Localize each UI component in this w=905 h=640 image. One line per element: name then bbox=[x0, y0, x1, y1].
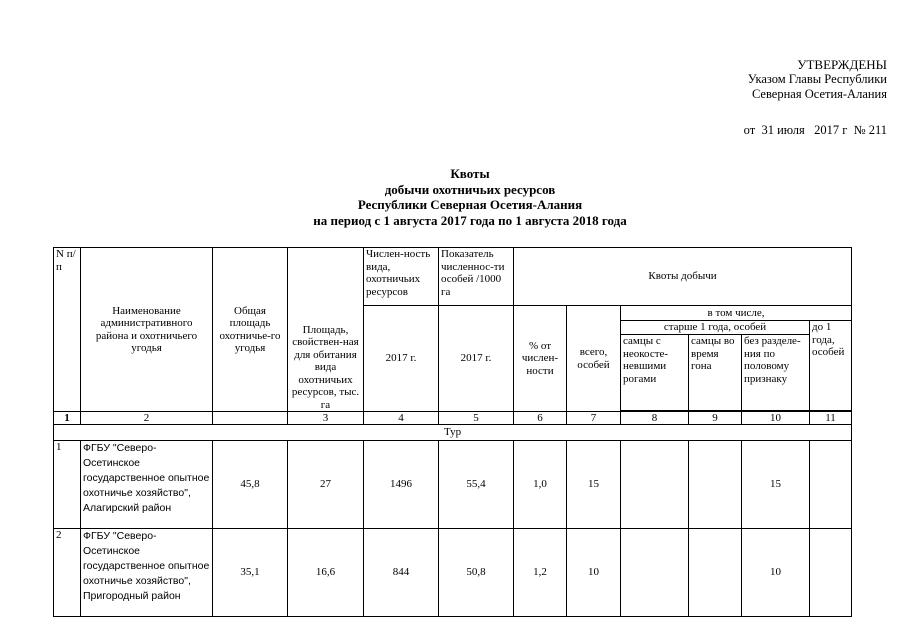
row-density: 55,4 bbox=[439, 441, 514, 529]
col-num-11: 11 bbox=[810, 412, 852, 425]
title-line-1: Квоты bbox=[450, 166, 490, 181]
row-total-area: 45,8 bbox=[213, 441, 288, 529]
col-num-2: 2 bbox=[81, 412, 213, 425]
header-males-unossified: самцы с неокосте-невшими рогами bbox=[621, 335, 689, 411]
header-older: старше 1 года, особей bbox=[621, 321, 810, 335]
row-habitat-area: 27 bbox=[288, 441, 364, 529]
document-title bbox=[0, 166, 905, 228]
header-population: Числен-ность вида, охотничьих ресурсов bbox=[364, 248, 439, 306]
header-quotas: Квоты добычи bbox=[514, 248, 852, 306]
col-num-10: 10 bbox=[742, 412, 810, 425]
header-year-population: 2017 г. bbox=[364, 306, 439, 412]
row-no-sex: 10 bbox=[742, 529, 810, 617]
row-population: 1496 bbox=[364, 441, 439, 529]
title-line-4: на период с 1 августа 2017 года по 1 августа 2018 года bbox=[313, 212, 627, 228]
header-including: в том числе, bbox=[621, 306, 852, 321]
row-total-area: 35,1 bbox=[213, 529, 288, 617]
col-num-3: 3 bbox=[288, 412, 364, 425]
species-row: Тур bbox=[54, 425, 852, 441]
row-name: ФГБУ "Северо-Осетинское государственное опытное охотничье хозяйство", Алагирский район bbox=[81, 441, 213, 529]
row-males-rut bbox=[689, 529, 742, 617]
row-males-unossified bbox=[621, 441, 689, 529]
row-percent: 1,0 bbox=[514, 441, 567, 529]
row-number: 2 bbox=[54, 529, 81, 617]
column-number-row bbox=[54, 412, 852, 425]
row-population: 844 bbox=[364, 529, 439, 617]
header-total-area: Общая площадь охотничье-го угодья bbox=[213, 248, 288, 412]
row-no-sex: 15 bbox=[742, 441, 810, 529]
row-males-unossified bbox=[621, 529, 689, 617]
row-under-1 bbox=[810, 529, 852, 617]
header-under-1: до 1 года, особей bbox=[810, 321, 852, 411]
title-line-3: Республики Северная Осетия-Алания bbox=[357, 197, 583, 212]
approval-line-2: Северная Осетия-Алания bbox=[751, 87, 887, 101]
col-num-9: 9 bbox=[689, 412, 742, 425]
title-line-2: добычи охотничьих ресурсов bbox=[384, 181, 556, 197]
header-total: всего, особей bbox=[567, 306, 621, 412]
table-row bbox=[54, 529, 852, 617]
col-num-4: 4 bbox=[364, 412, 439, 425]
header-percent: % от числен-ности bbox=[514, 306, 567, 412]
row-number: 1 bbox=[54, 441, 81, 529]
table-row bbox=[54, 441, 852, 529]
col-num-7: 7 bbox=[567, 412, 621, 425]
header-habitat-area: Площадь, свойствен-ная для обитания вида охотничьих ресурсов, тыс. га bbox=[288, 248, 364, 412]
row-habitat-area: 16,6 bbox=[288, 529, 364, 617]
row-density: 50,8 bbox=[439, 529, 514, 617]
col-num-8: 8 bbox=[621, 412, 689, 425]
row-name: ФГБУ "Северо-Осетинское государственное опытное охотничье хозяйство", Пригородный район bbox=[81, 529, 213, 617]
header-year-density: 2017 г. bbox=[439, 306, 514, 412]
header-males-rut: самцы во время гона bbox=[689, 335, 742, 411]
quota-table bbox=[53, 247, 852, 617]
col-num-5: 5 bbox=[439, 412, 514, 425]
header-density: Показатель численнос-ти особей /1000 га bbox=[439, 248, 514, 306]
approval-block bbox=[748, 57, 887, 102]
header-number: N п/п bbox=[54, 248, 81, 412]
row-under-1 bbox=[810, 441, 852, 529]
row-percent: 1,2 bbox=[514, 529, 567, 617]
approval-line-1: Указом Главы Республики bbox=[747, 72, 887, 86]
order-reference: от 31 июля 2017 г № 211 bbox=[743, 123, 887, 137]
header-no-sex: без разделе-ния по половому признаку bbox=[742, 335, 810, 411]
row-total: 15 bbox=[567, 441, 621, 529]
approval-heading: УТВЕРЖДЕНЫ bbox=[797, 57, 887, 72]
row-total: 10 bbox=[567, 529, 621, 617]
col-num-blank bbox=[213, 412, 288, 425]
header-name: Наименование административного района и охотничьего угодья bbox=[81, 248, 213, 412]
row-males-rut bbox=[689, 441, 742, 529]
col-num-6: 6 bbox=[514, 412, 567, 425]
col-num-1: 1 bbox=[54, 412, 81, 425]
